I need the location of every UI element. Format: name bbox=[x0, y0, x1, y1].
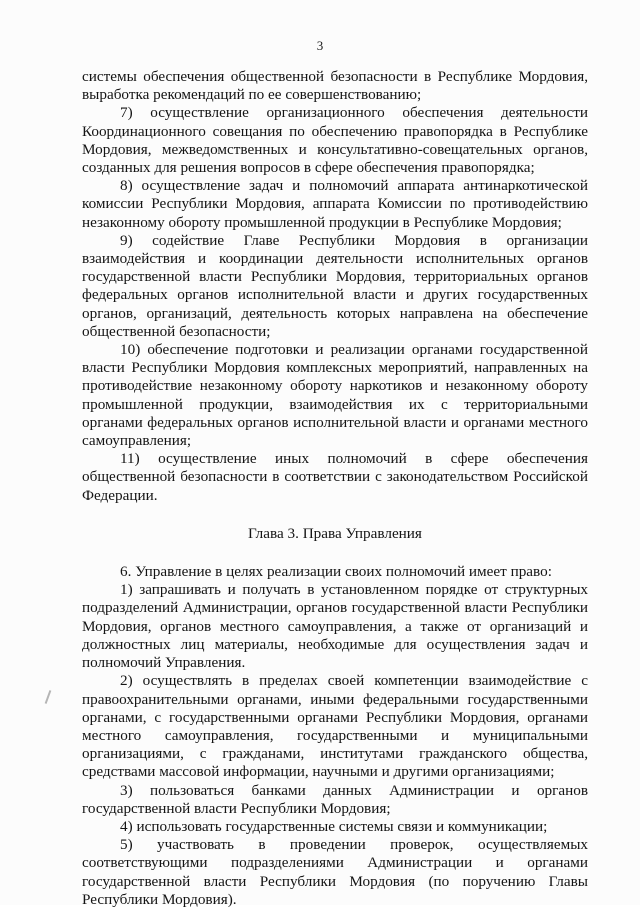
paragraph-continuation: системы обеспечения общественной безопасности в Республике Мордовия, выработка рекомендаций по ее совершенствованию; bbox=[82, 68, 588, 104]
scan-mark bbox=[45, 690, 52, 704]
document-body bbox=[82, 68, 588, 909]
list-item-8: 8) осуществление задач и полномочий аппарата антинаркотической комиссии Республики Мордовия, аппарата Комиссии по противодействию незаконному обороту промышленной продукции в Республике Мордовия; bbox=[82, 177, 588, 231]
right-item-2: 2) осуществлять в пределах своей компетенции взаимодействие с правоохранительными органами, иными федеральными государственными органами, с государственными органами Республики Мордовия, органами местного самоуправления, государственными и муниципальными организациями, с гражданами, институтами гражданского общества, средствами массовой информации, научными и другими организациями; bbox=[82, 672, 588, 781]
list-item-9: 9) содействие Главе Республики Мордовия в организации взаимодействия и координации деятельности исполнительных органов государственной власти Республики Мордовия, территориальных органов федеральных органов исполнительной власти и других государственных органов, организаций, деятельность которых направлена на обеспечение общественной безопасности; bbox=[82, 231, 588, 340]
list-item-10: 10) обеспечение подготовки и реализации органами государственной власти Республики Мордовия комплексных мероприятий, направленных на противодействие незаконному обороту наркотиков и незаконному обороту промышленной продукции, взаимодействия их с территориальными органами федеральных органов исполнительной власти и органами местного самоуправления; bbox=[82, 341, 588, 450]
list-item-11: 11) осуществление иных полномочий в сфере обеспечения общественной безопасности в соответствии с законодательством Российской Федерации. bbox=[82, 450, 588, 504]
list-item-7: 7) осуществление организационного обеспечения деятельности Координационного совещания по обеспечению правопорядка в Республике Мордовия, межведомственных и консультативно-совещательных органов, созданных для решения вопросов в сфере обеспечения правопорядка; bbox=[82, 104, 588, 177]
clause-6-intro: 6. Управление в целях реализации своих полномочий имеет право: bbox=[120, 563, 552, 581]
right-item-1: 1) запрашивать и получать в установленном порядке от структурных подразделений Администрации, органов государственной власти Республики Мордовия, органов местного самоуправления, а также от организаций и должностных лиц материалы, необходимые для осуществления задач и полномочий Управления. bbox=[82, 581, 588, 672]
right-item-4: 4) использовать государственные системы связи и коммуникации; bbox=[120, 817, 548, 835]
right-item-5: 5) участвовать в проведении проверок, осуществляемых соответствующими подразделениями Администрации и органами государственной власти Республики Мордовия (по поручению Главы Республики Мордовия). bbox=[82, 836, 588, 908]
page-number: 3 bbox=[316, 38, 324, 53]
chapter-heading: Глава 3. Права Управления bbox=[248, 524, 422, 542]
right-item-3: 3) пользоваться банками данных Администрации и органов государственной власти Республики Мордовия; bbox=[82, 781, 588, 817]
